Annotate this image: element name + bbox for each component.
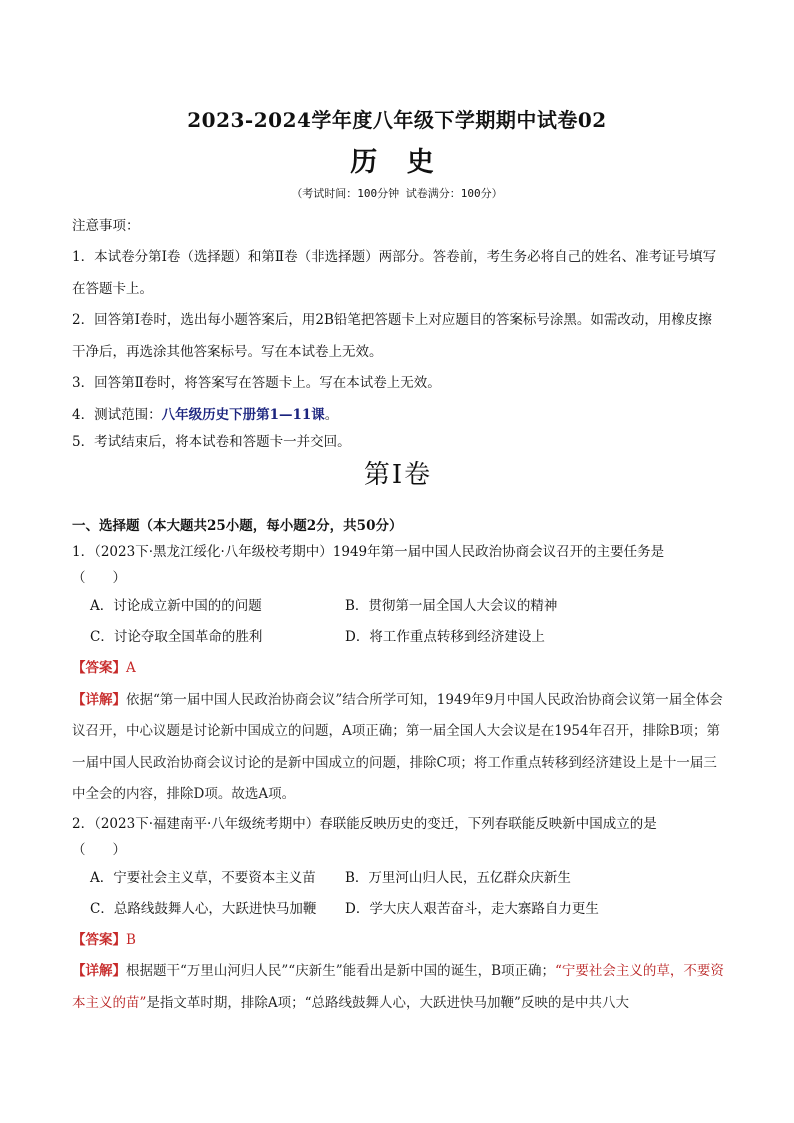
question-1-option-d: D．将工作重点转移到经济建设上 (345, 629, 545, 645)
question-1-option-b: B．贯彻第一届全国人大会议的精神 (345, 598, 558, 614)
question-2-option-d: D．学大庆人艰苦奋斗，走大寨路自力更生 (345, 900, 599, 917)
question-1-options (72, 591, 724, 653)
question-1-option-c: C．讨论夺取全国革命的胜利 (90, 629, 263, 645)
question-2-options (72, 863, 724, 925)
notice-item-1: 1．本试卷分第Ⅰ卷（选择题）和第Ⅱ卷（非选择题）两部分。答卷前，考生务必将自己的姓名、准考证号填写在答题卡上。 (72, 249, 717, 297)
exam-info: （考试时间：100分钟 试卷满分：100分） (291, 187, 503, 200)
notice-item-4-prefix: 4．测试范围： (72, 406, 162, 423)
answer-label: 【答案】 (72, 931, 126, 948)
question-1-answer (72, 653, 724, 685)
notice-heading: 注意事项： (72, 218, 140, 234)
question-2-blank: （ ） (72, 841, 126, 858)
detail-label: 【详解】 (72, 963, 126, 979)
question-1-option-a: A．讨论成立新中国的的问题 (90, 598, 262, 614)
section-title: 一、选择题（本大题共25小题，每小题2分，共50分） (72, 518, 403, 534)
question-2-option-b: B．万里河山归人民，五亿群众庆新生 (345, 869, 571, 886)
test-scope: 八年级历史下册第1—11课 (161, 406, 325, 423)
notice-item-5: 5．考试结束后，将本试卷和答题卡一并交回。 (72, 434, 351, 450)
question-2-option-c: C．总路线鼓舞人心，大跃进快马加鞭 (90, 900, 317, 917)
question-1-stem: 1．（2023下·黑龙江绥化·八年级校考期中）1949年第一届中国人民政治协商会议召开的主要任务是 (72, 544, 665, 560)
subject-title: 历 史 (350, 147, 444, 178)
question-2-stem: 2．（2023下·福建南平·八年级统考期中）春联能反映历史的变迁，下列春联能反映新中国成立的是 (72, 815, 657, 832)
exam-title: 2023-2024学年度八年级下学期期中试卷02 (187, 108, 607, 132)
detail-text: 依据“第一届中国人民政治协商会议”结合所学可知，1949年9月中国人民政治协商会议第一届全体会议召开，中心议题是讨论新中国成立的问题，A项正确；第一届全国人大会议是在1954年召开，排除B项；第一届中国人民政治协商会议讨论的是新中国成立的问题，排除C项；将工作重点转移到经济建设上是十一届三中全会的内容，排除D项。故选A项。 (72, 691, 723, 802)
answer-value: B (126, 931, 136, 948)
exam-body (72, 214, 724, 1019)
detail-text-c: 是指文革时期，排除A项；“总路线鼓舞人心，大跃进快马加鞭”反映的是中共八大 (146, 994, 629, 1011)
notice-item-4 (72, 400, 724, 432)
question-2-detail (72, 956, 724, 1019)
detail-text-a: 根据题干“万里山河归人民”“庆新生”能看出是新中国的诞生，B项正确； (126, 963, 556, 979)
answer-value: A (126, 660, 136, 676)
answer-label: 【答案】 (72, 660, 126, 676)
question-1-blank: （ ） (72, 570, 126, 586)
notice-item-2: 2．回答第Ⅰ卷时，选出每小题答案后，用2B铅笔把答题卡上对应题目的答案标号涂黑。如需改动，用橡皮擦干净后，再选涂其他答案标号。写在本试卷上无效。 (72, 312, 712, 360)
question-2-option-a: A．宁要社会主义草，不要资本主义苗 (90, 869, 316, 886)
notice-item-3: 3．回答第Ⅱ卷时，将答案写在答题卡上。写在本试卷上无效。 (72, 375, 441, 391)
question-2-answer (72, 925, 724, 957)
detail-text-quote: “宁要社会主义的草，不要资本主义的苗” (72, 963, 724, 1011)
question-1-detail (72, 685, 724, 811)
detail-label: 【详解】 (72, 691, 126, 708)
volume-title: 第Ⅰ卷 (363, 460, 433, 490)
notice-item-4-suffix: 。 (324, 406, 339, 423)
